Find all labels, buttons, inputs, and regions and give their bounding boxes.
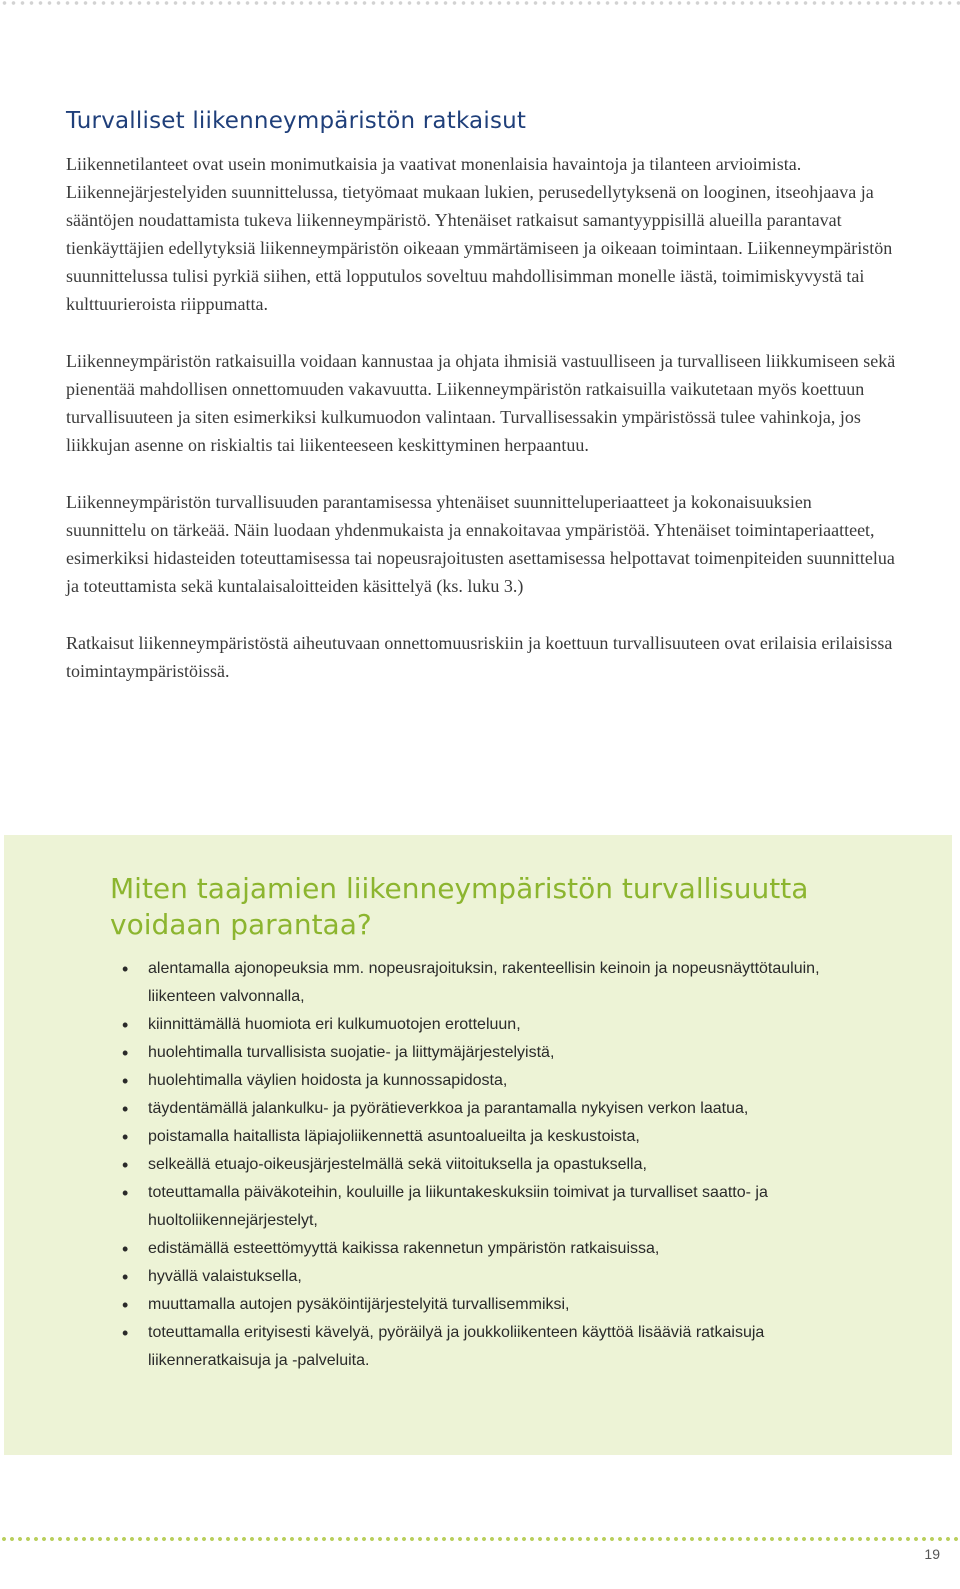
info-box-heading: Miten taajamien liikenneympäristön turvallisuutta voidaan parantaa? — [110, 872, 809, 941]
list-item-text: huolehtimalla turvallisista suojatie- ja liittymäjärjestelyistä, — [148, 1044, 555, 1061]
list-item — [122, 1123, 852, 1151]
list-item — [122, 1151, 852, 1179]
list-item — [122, 1179, 852, 1235]
measures-list — [122, 955, 852, 1375]
bullet-icon: • — [122, 1015, 129, 1035]
bullet-icon: • — [122, 1043, 129, 1063]
bottom-dotted-border — [0, 1536, 958, 1542]
list-item-text: poistamalla haitallista läpiajoliikennettä asuntoalueilta ja keskustoista, — [148, 1128, 640, 1145]
bullet-icon: • — [122, 1323, 129, 1343]
bullet-icon: • — [122, 1099, 129, 1119]
list-item-text: huolehtimalla väylien hoidosta ja kunnossapidosta, — [148, 1072, 508, 1089]
list-item-text: hyvällä valaistuksella, — [148, 1268, 302, 1285]
list-item — [122, 1095, 852, 1123]
list-item-text: kiinnittämällä huomiota eri kulkumuotojen erotteluun, — [148, 1016, 521, 1033]
list-item — [122, 1291, 852, 1319]
list-item-text: toteuttamalla erityisesti kävelyä, pyöräilyä ja joukkoliikenteen käyttöä lisääviä ratkaisuja liikenneratkaisuja ja -palveluita. — [148, 1324, 765, 1369]
list-item — [122, 1067, 852, 1095]
list-item — [122, 1263, 852, 1291]
list-item — [122, 1319, 852, 1375]
paragraph-1: Liikennetilanteet ovat usein monimutkaisia ja vaativat monenlaisia havaintoja ja tilanteen arvioimista. Liikennejärjestelyiden suunnittelussa, tietyömaat mukaan lukien, perusedellytyksenä on looginen, itseohjaava ja sääntöjen noudattamista tukeva liikenneympäristö. Yhtenäiset ratkaisut samantyyppisillä alueilla parantavat tienkäyttäjien edellytyksiä liikenneympäristön oikeaan ymmärtämiseen ja oikeaan toimintaan. Liikenneympäristön suunnittelussa tulisi pyrkiä siihen, että lopputulos soveltuu mahdollisimman monelle iästä, toimimiskyvystä tai kulttuurieroista riippumatta. — [66, 154, 893, 314]
section-heading: Turvalliset liikenneympäristön ratkaisut — [66, 108, 527, 134]
list-item-text: muuttamalla autojen pysäköintijärjestelyitä turvallisemmiksi, — [148, 1296, 570, 1313]
list-item-text: edistämällä esteettömyyttä kaikissa rakennetun ympäristön ratkaisuissa, — [148, 1240, 660, 1257]
list-item-text: toteuttamalla päiväkoteihin, kouluille ja liikuntakeskuksiin toimivat ja turvalliset saatto- ja huoltoliikennejärjestelyt, — [148, 1184, 768, 1229]
top-dotted-border — [0, 0, 960, 6]
bullet-icon: • — [122, 1183, 129, 1203]
list-item — [122, 1011, 852, 1039]
paragraph-4: Ratkaisut liikenneympäristöstä aiheutuvaan onnettomuusriskiin ja koettuun turvallisuuteen ovat erilaisia erilaisissa toimintaympäristöissä. — [66, 633, 893, 681]
bullet-icon: • — [122, 959, 129, 979]
bullet-icon: • — [122, 1071, 129, 1091]
bullet-icon: • — [122, 1267, 129, 1287]
list-item — [122, 955, 852, 1011]
info-box — [4, 835, 952, 1455]
paragraph-2: Liikenneympäristön ratkaisuilla voidaan kannustaa ja ohjata ihmisiä vastuulliseen ja turvalliseen liikkumiseen sekä pienentää mahdollisen onnettomuuden vakavuutta. Liikenneympäristön ratkaisuilla vaikutetaan myös koettuun turvallisuuteen ja siten esimerkiksi kulkumuodon valintaan. Turvallisessakin ympäristössä tulee vahinkoja, jos liikkujan asenne on riskialtis tai liikenteeseen keskittyminen herpaantuu. — [66, 351, 896, 455]
list-item-text: selkeällä etuajo-oikeusjärjestelmällä sekä viitoituksella ja opastuksella, — [148, 1156, 647, 1173]
bullet-icon: • — [122, 1155, 129, 1175]
list-item-text: alentamalla ajonopeuksia mm. nopeusrajoituksin, rakenteellisin keinoin ja nopeusnäyttötauluin, liikenteen valvonnalla, — [148, 960, 820, 1005]
bullet-icon: • — [122, 1295, 129, 1315]
list-item — [122, 1039, 852, 1067]
bullet-icon: • — [122, 1127, 129, 1147]
body-text — [66, 150, 896, 714]
page-number: 19 — [924, 1546, 940, 1562]
list-item — [122, 1235, 852, 1263]
bullet-icon: • — [122, 1239, 129, 1259]
list-item-text: täydentämällä jalankulku- ja pyörätieverkkoa ja parantamalla nykyisen verkon laatua, — [148, 1100, 749, 1117]
paragraph-3: Liikenneympäristön turvallisuuden parantamisessa yhtenäiset suunnitteluperiaatteet ja kokonaisuuksien suunnittelu on tärkeää. Näin luodaan yhdenmukaista ja ennakoitavaa ympäristöä. Yhtenäiset toimintaperiaatteet, esimerkiksi hidasteiden toteuttamisessa tai nopeusrajoitusten asettamisessa helpottavat toimenpiteiden suunnittelua ja toteuttamista sekä kuntalaisaloitteiden käsittelyä (ks. luku 3.) — [66, 492, 895, 596]
